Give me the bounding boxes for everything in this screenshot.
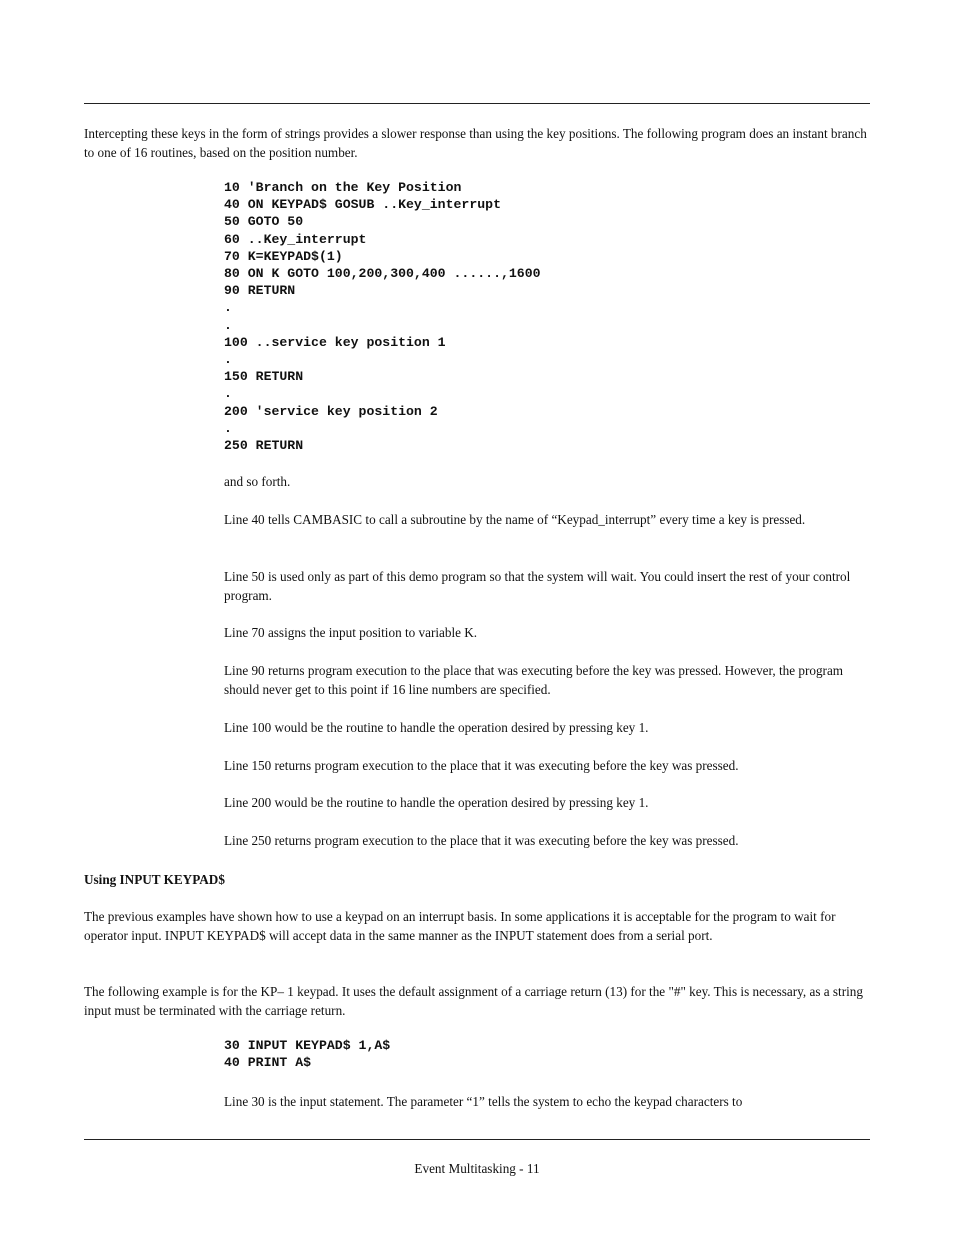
explanation-paragraph: Line 50 is used only as part of this demo program so that the system will wait. You could insert the rest of your control program. — [224, 569, 851, 603]
code-listing-branch — [224, 179, 864, 454]
explanation-paragraph-final: Line 30 is the input statement. The parameter “1” tells the system to echo the keypad characters to — [224, 1094, 743, 1109]
code-line: . — [224, 317, 232, 333]
code-line: . — [224, 300, 232, 316]
code-line: 90 RETURN — [224, 283, 296, 299]
code-listing-input — [224, 1037, 864, 1071]
code-line: 100 ..service key position 1 — [224, 334, 446, 350]
code-line: . — [224, 386, 232, 402]
explanation-paragraph: and so forth. — [224, 474, 291, 489]
code-line: . — [224, 352, 232, 368]
code-line: 40 PRINT A$ — [224, 1055, 312, 1071]
code-line: 30 INPUT KEYPAD$ 1,A$ — [224, 1038, 391, 1053]
explanation-paragraph: Line 200 would be the routine to handle the operation desired by pressing key 1. — [224, 795, 649, 810]
section-heading: Using INPUT KEYPAD$ — [84, 872, 225, 887]
section-paragraph: The following example is for the KP– 1 keypad. It uses the default assignment of a carriage return (13) for the "#" key. This is necessary, as a string input must be terminated with the carriage return. — [84, 984, 863, 1018]
explanation-paragraph: Line 250 returns program execution to the place that it was executing before the key was pressed. — [224, 833, 739, 848]
code-line: 40 ON KEYPAD$ GOSUB ..Key_interrupt — [224, 197, 501, 213]
explanation-paragraph: Line 70 assigns the input position to variable K. — [224, 625, 478, 640]
explanation-paragraph: Line 90 returns program execution to the place that was executing before the key was pressed. However, the program should never get to this point if 16 line numbers are specified. — [224, 663, 844, 697]
code-line: 200 'service key position 2 — [224, 403, 438, 419]
code-line: 250 RETURN — [224, 438, 304, 454]
explanation-paragraph: Line 100 would be the routine to handle the operation desired by pressing key 1. — [224, 720, 649, 735]
code-line: 60 ..Key_interrupt — [224, 231, 367, 247]
code-line: 70 K=KEYPAD$(1) — [224, 248, 343, 264]
explanation-paragraph: Line 150 returns program execution to the place that it was executing before the key was pressed. — [224, 758, 739, 773]
page-footer: Event Multitasking - 11 — [414, 1161, 540, 1176]
footer-rule — [84, 1139, 870, 1140]
code-line: 80 ON K GOTO 100,200,300,400 ......,1600 — [224, 266, 541, 282]
code-line: 150 RETURN — [224, 369, 304, 385]
section-paragraph: The previous examples have shown how to use a keypad on an interrupt basis. In some applications it is acceptable for the program to wait for operator input. INPUT KEYPAD$ will accept data in the same manner as the INPUT statement does from a serial port. — [84, 909, 836, 943]
intro-paragraph: Intercepting these keys in the form of strings provides a slower response than using the key positions. The following program does an instant branch to one of 16 routines, based on the position number. — [84, 126, 867, 160]
explanation-paragraph: Line 40 tells CAMBASIC to call a subroutine by the name of “Keypad_interrupt” every time a key is pressed. — [224, 512, 806, 527]
code-line: 50 GOTO 50 — [224, 214, 304, 230]
header-rule — [84, 103, 870, 104]
code-line: 10 'Branch on the Key Position — [224, 180, 462, 195]
code-line: . — [224, 420, 232, 436]
